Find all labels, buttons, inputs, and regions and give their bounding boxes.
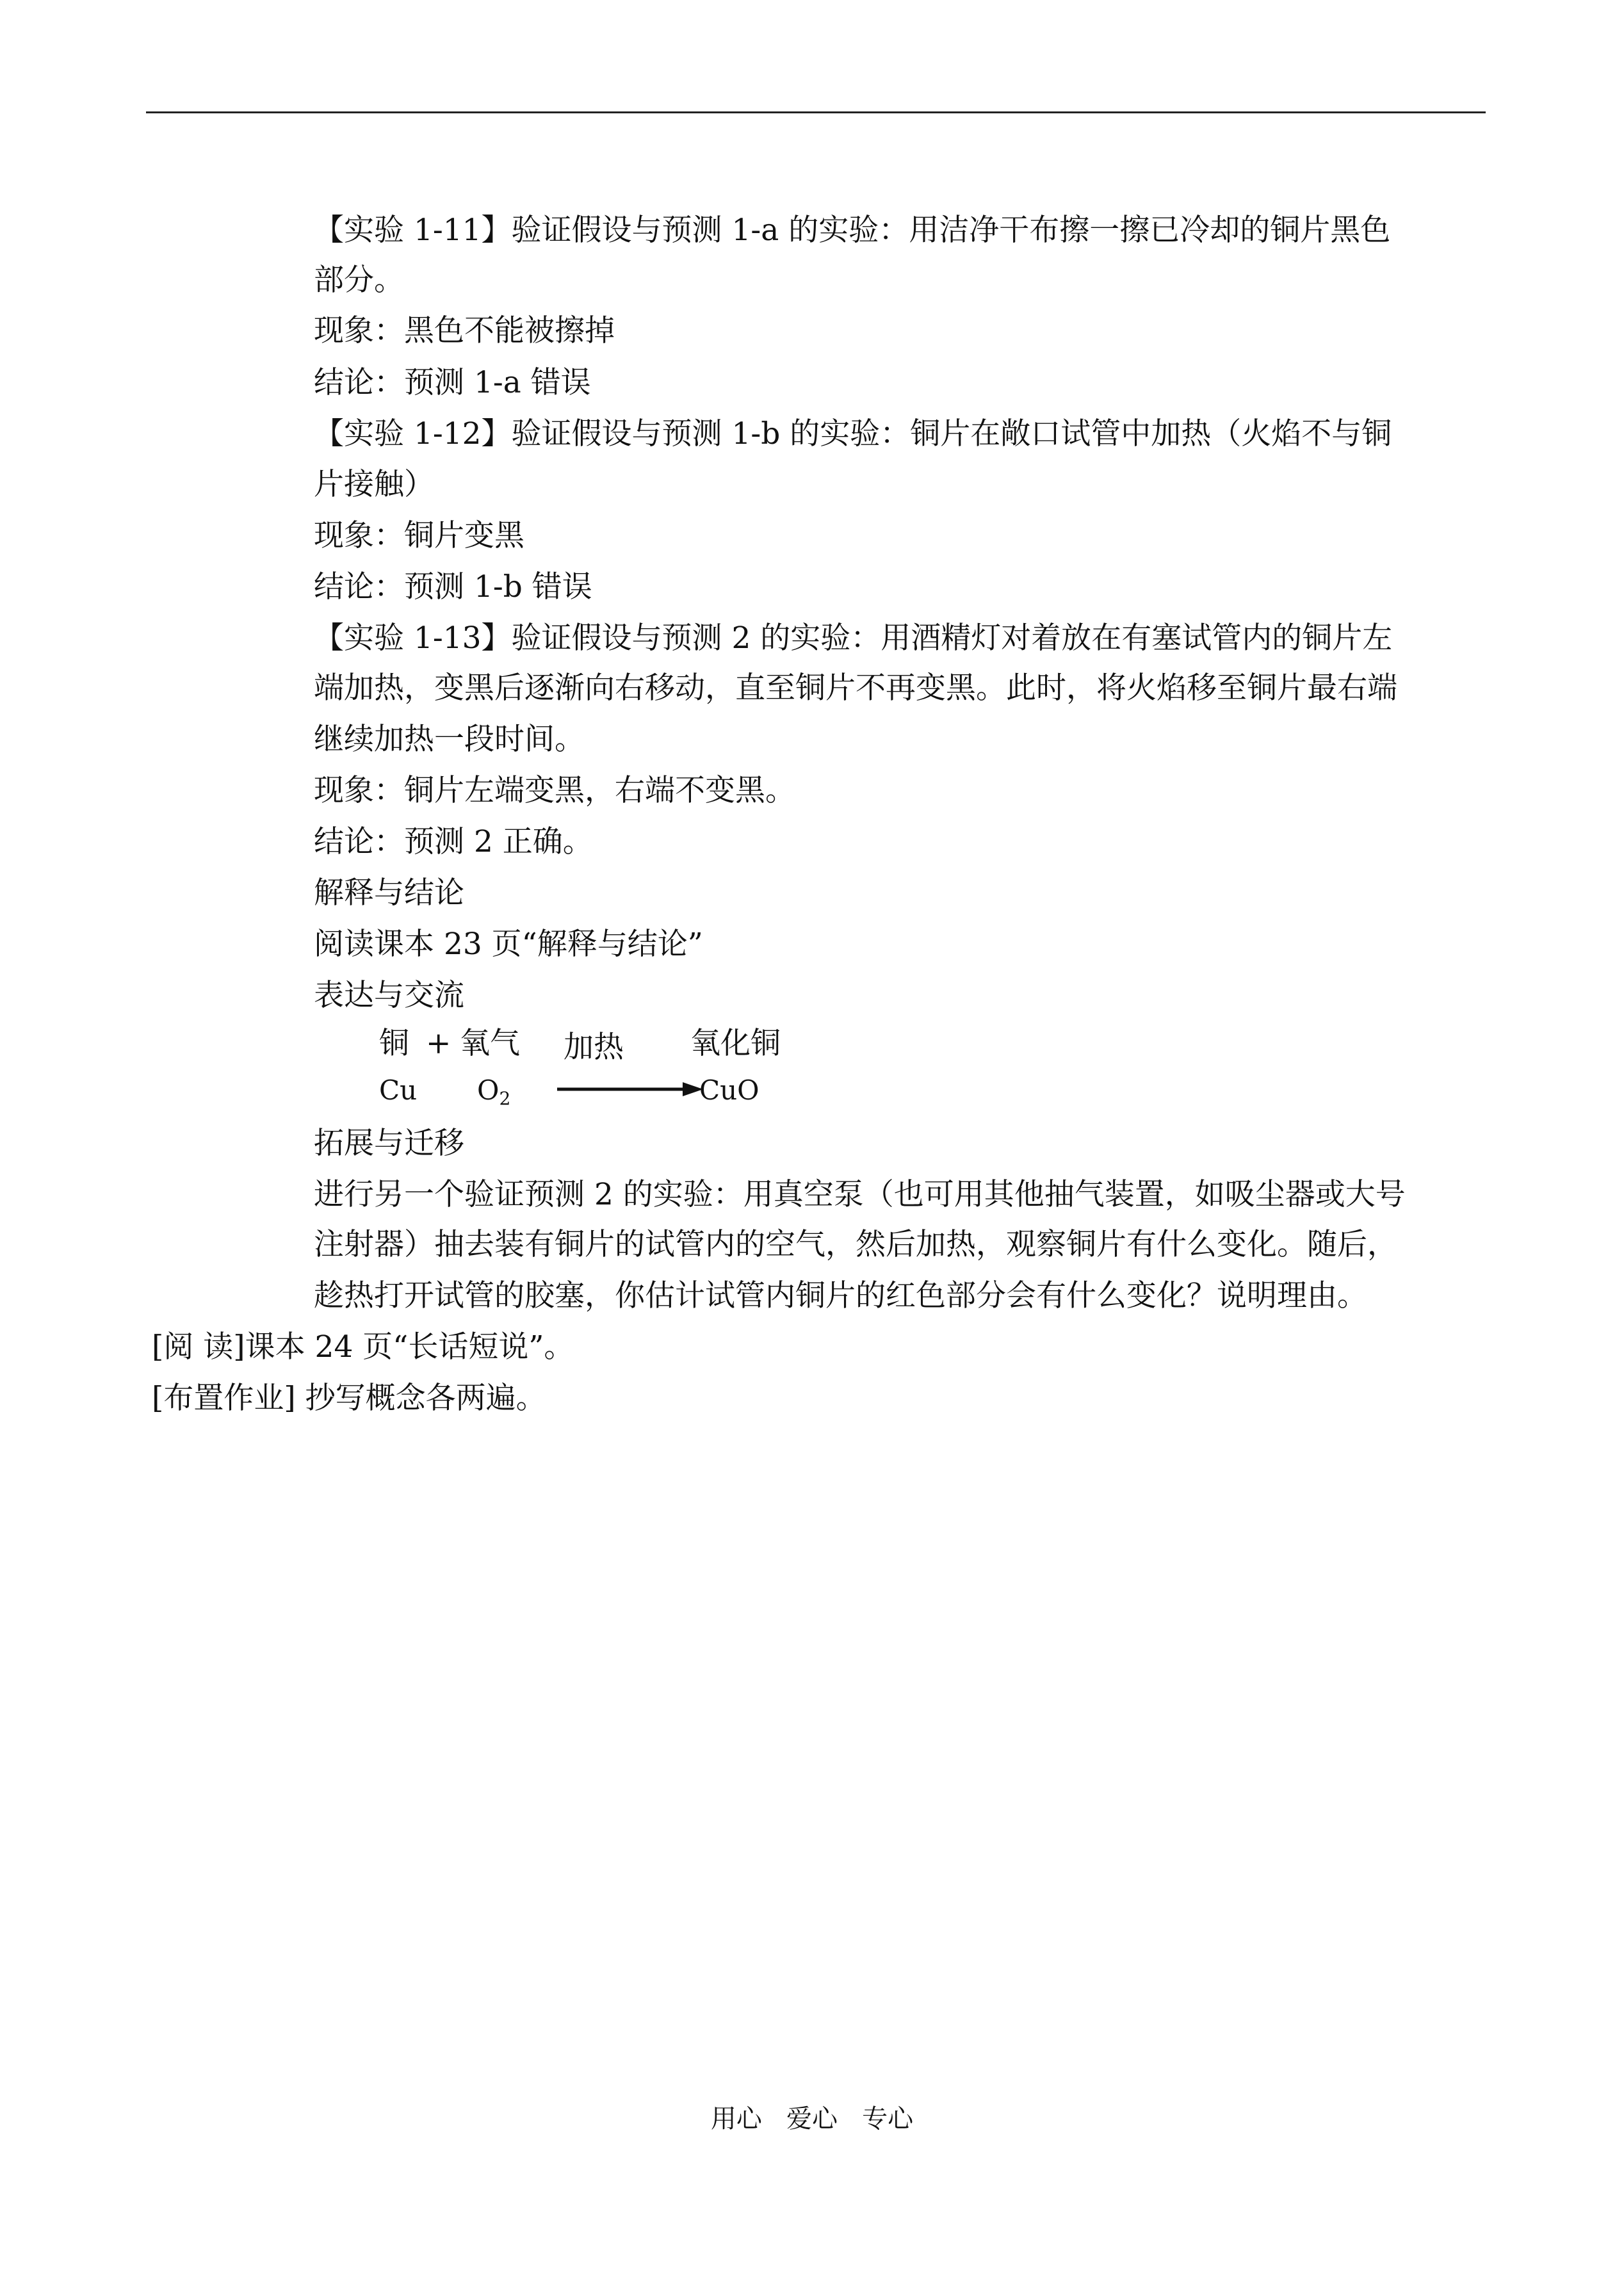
text-line: 继续加热一段时间。 — [314, 722, 585, 757]
homework-assignment: [布置作业] 抄写概念各两遍。 — [152, 1381, 546, 1416]
text-line: 拓展与迁移 — [314, 1126, 464, 1161]
formula-o-subscript: 2 — [499, 1088, 511, 1109]
text-line: 现象：铜片变黑 — [314, 518, 524, 553]
word-reactant-oxygen: 氧气 — [460, 1026, 520, 1061]
word-reactant-copper: 铜 — [379, 1026, 409, 1061]
word-product-copper-oxide: 氧化铜 — [690, 1026, 781, 1061]
text-line: 阅读课本 23 页“解释与结论” — [314, 927, 703, 962]
reading-assignment: [阅 读]课本 24 页“长话短说”。 — [152, 1329, 574, 1365]
text-line: 解释与结论 — [314, 875, 464, 911]
formula-reactant-cu: Cu — [379, 1075, 418, 1106]
text-line: 端加热，变黑后逐渐向右移动，直至铜片不再变黑。此时，将火焰移至铜片最右端 — [314, 670, 1397, 706]
text-line: 片接触） — [314, 467, 434, 502]
page-footer: 用心 爱心 专心 — [710, 2104, 914, 2134]
text-line: 进行另一个验证预测 2 的实验：用真空泵（也可用其他抽气装置，如吸尘器或大号 — [314, 1177, 1406, 1212]
formula-reactant-o2 — [477, 1073, 510, 1116]
text-line: 现象：黑色不能被擦掉 — [314, 313, 615, 348]
text-line: 【实验 1-12】验证假设与预测 1-b 的实验：铜片在敞口试管中加热（火焰不与铜 — [314, 416, 1392, 451]
text-line: 结论：预测 1-b 错误 — [314, 569, 592, 604]
text-line: 结论：预测 1-a 错误 — [314, 365, 591, 400]
formula-product-cuo: CuO — [699, 1075, 759, 1106]
text-line: 【实验 1-13】验证假设与预测 2 的实验：用酒精灯对着放在有塞试管内的铜片左 — [314, 620, 1393, 656]
text-line: 【实验 1-11】验证假设与预测 1-a 的实验：用洁净干布擦一擦已冷却的铜片黑色 — [314, 213, 1391, 248]
reaction-condition: 加热 — [564, 1030, 624, 1065]
text-line: 注射器）抽去装有铜片的试管内的空气，然后加热，观察铜片有什么变化。随后， — [314, 1227, 1397, 1262]
reaction-arrow-icon — [557, 1080, 704, 1099]
text-line: 结论：预测 2 正确。 — [314, 824, 593, 859]
text-line: 趁热打开试管的胶塞，你估计试管内铜片的红色部分会有什么变化？说明理由。 — [314, 1278, 1367, 1313]
text-line: 现象：铜片左端变黑，右端不变黑。 — [314, 773, 795, 808]
text-line: 表达与交流 — [314, 978, 464, 1013]
header-rule — [146, 111, 1486, 113]
plus-sign: + — [426, 1026, 451, 1061]
formula-o-base: O — [477, 1075, 499, 1106]
text-line: 部分。 — [314, 263, 404, 298]
